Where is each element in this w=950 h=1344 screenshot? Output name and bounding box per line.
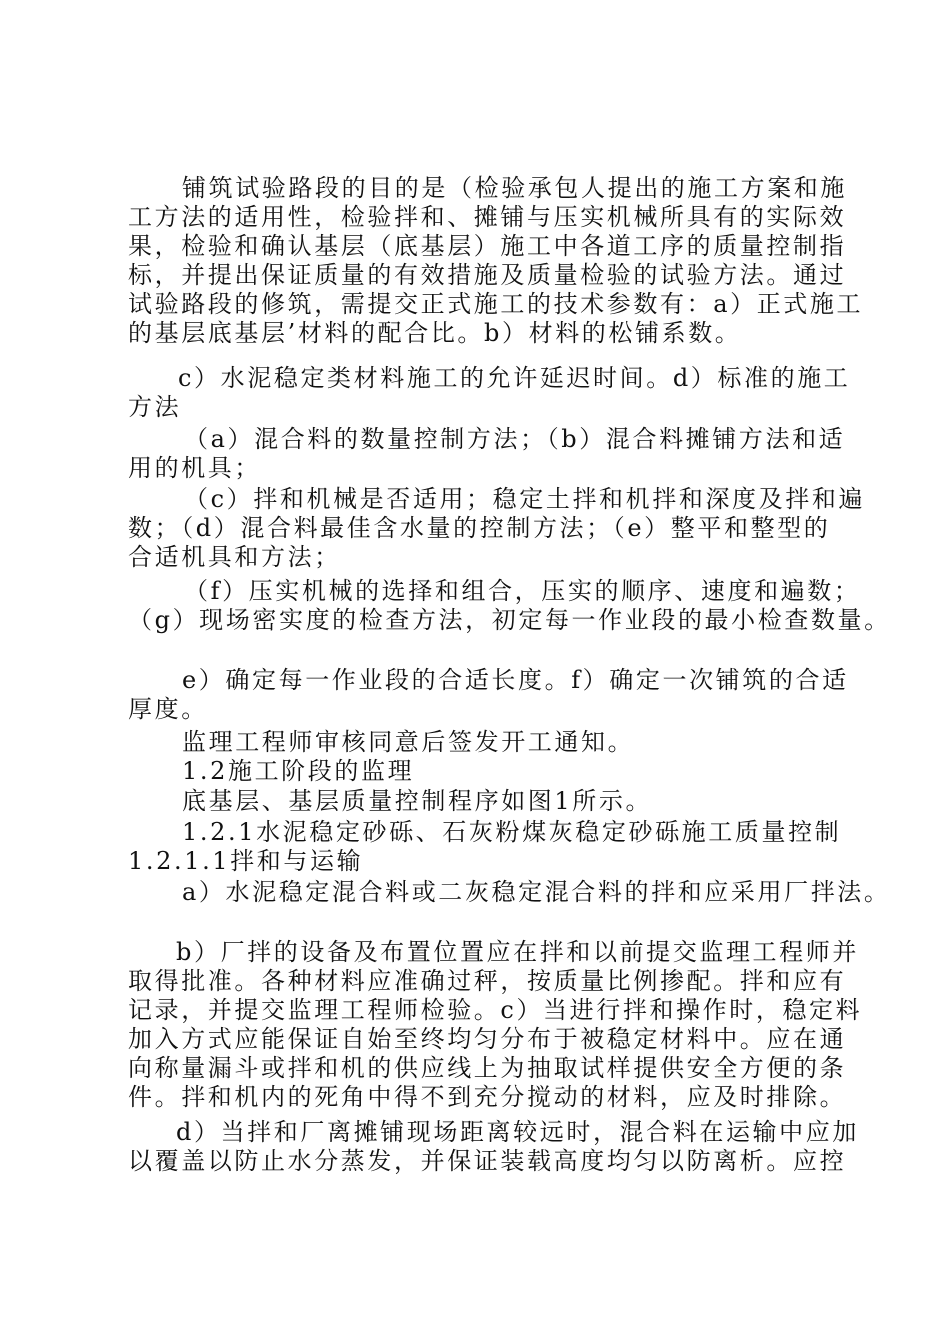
- paragraph-line: 以覆盖以防止水分蒸发，并保证装载高度均匀以防离析。应控: [128, 1147, 847, 1175]
- paragraph-line: 试验路段的修筑，需提交正式施工的技术参数有：a）正式施工: [128, 290, 864, 318]
- paragraph-line: 的基层底基层’材料的配合比。b）材料的松铺系数。: [128, 319, 742, 347]
- paragraph-line: c）水泥稳定类材料施工的允许延迟时间。d）标准的施工: [178, 364, 851, 392]
- paragraph-line: （c）拌和机械是否适用；稳定土拌和机拌和深度及拌和遍: [184, 485, 866, 513]
- paragraph-line: 铺筑试验路段的目的是（检验承包人提出的施工方案和施: [182, 174, 847, 202]
- paragraph-line: 用的机具；: [128, 454, 261, 482]
- section-heading: 1.2.1水泥稳定砂砾、石灰粉煤灰稳定砂砾施工质量控制: [182, 818, 842, 846]
- paragraph-line: 件。拌和机内的死角中得不到充分搅动的材料，应及时排除。: [128, 1083, 847, 1111]
- paragraph-line: 监理工程师审核同意后签发开工通知。: [182, 728, 635, 756]
- paragraph-line: 底基层、基层质量控制程序如图1所示。: [182, 787, 653, 815]
- paragraph-line: 厚度。: [128, 695, 208, 723]
- paragraph-line: （f）压实机械的选择和组合，压实的顺序、速度和遍数；: [184, 577, 861, 605]
- paragraph-line: 加入方式应能保证自始至终均匀分布于被稳定材料中。应在通: [128, 1025, 847, 1053]
- paragraph-line: 记录，并提交监理工程师检验。c）当进行拌和操作时，稳定料: [128, 996, 863, 1024]
- paragraph-line: d）当拌和厂离摊铺现场距离较远时，混合料在运输中应加: [176, 1118, 859, 1146]
- paragraph-line: （a）混合料的数量控制方法；（b）混合料摊铺方法和适: [184, 425, 846, 453]
- paragraph-line: 向称量漏斗或拌和机的供应线上为抽取试样提供安全方便的条: [128, 1054, 847, 1082]
- section-heading: 1.2施工阶段的监理: [182, 757, 415, 785]
- paragraph-line: e）确定每一作业段的合适长度。f）确定一次铺筑的合适: [182, 666, 849, 694]
- paragraph-line: 数；（d）混合料最佳含水量的控制方法；（e）整平和整型的: [128, 514, 831, 542]
- paragraph-line: 标，并提出保证质量的有效措施及质量检验的试验方法。通过: [128, 261, 847, 289]
- paragraph-line: 工方法的适用性，检验拌和、摊铺与压实机械所具有的实际效: [128, 203, 847, 231]
- paragraph-line: 合适机具和方法；: [128, 543, 341, 571]
- section-heading: 1.2.1.1拌和与运输: [128, 847, 364, 875]
- paragraph-line: 方法: [128, 393, 182, 421]
- paragraph-line: 取得批准。各种材料应准确过秤，按质量比例掺配。拌和应有: [128, 967, 847, 995]
- paragraph-line: 果，检验和确认基层（底基层）施工中各道工序的质量控制指: [128, 232, 847, 260]
- paragraph-line: （g）现场密实度的检查方法，初定每一作业段的最小检查数量。: [128, 606, 891, 634]
- paragraph-line: a）水泥稳定混合料或二灰稳定混合料的拌和应采用厂拌法。: [182, 878, 891, 906]
- paragraph-line: b）厂拌的设备及布置位置应在拌和以前提交监理工程师并: [176, 938, 859, 966]
